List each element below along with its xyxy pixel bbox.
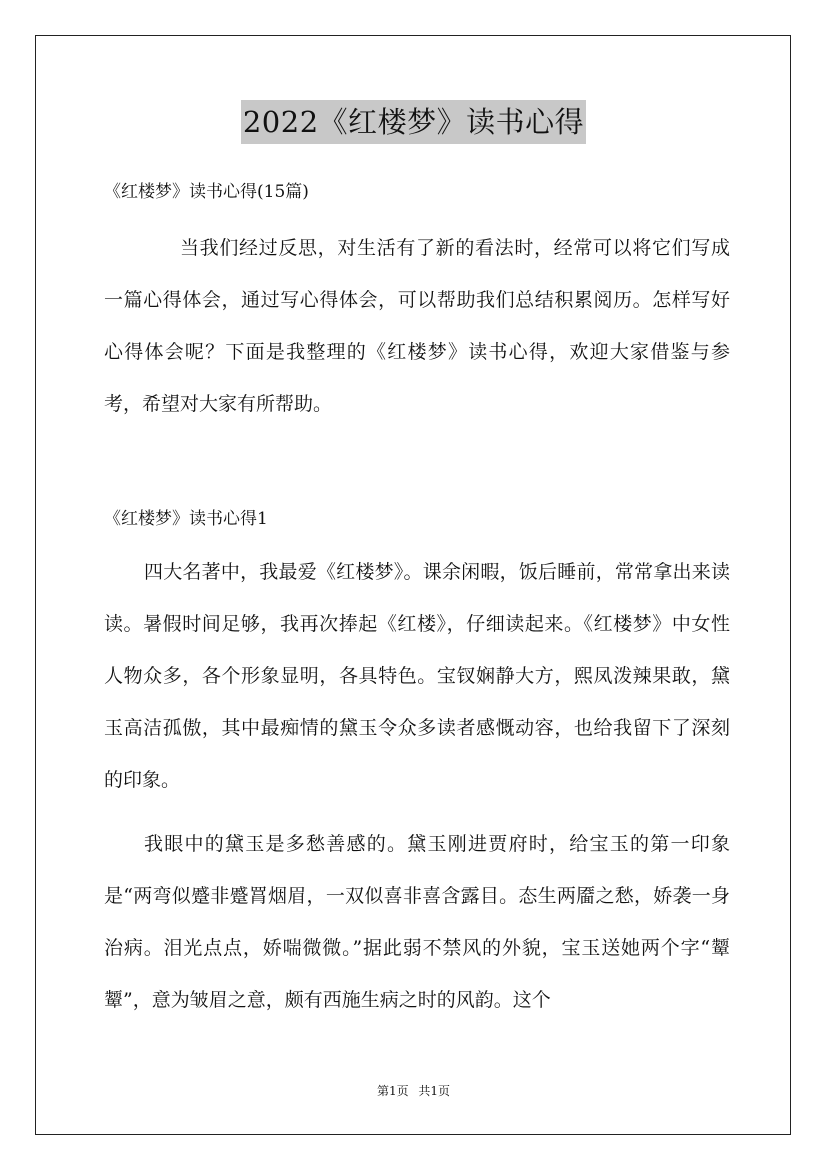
page-number: 第1页 — [376, 1084, 409, 1098]
document-subtitle: 《红楼梦》读书心得(15篇) — [104, 182, 309, 202]
title-container — [0, 100, 827, 144]
page-footer — [0, 1083, 827, 1099]
intro-paragraph: 当我们经过反思，对生活有了新的看法时，经常可以将它们写成一篇心得体会，通过写心得体会，可以帮助我们总结积累阅历。怎样写好心得体会呢？下面是我整理的《红楼梦》读书心得，欢迎大家借鉴与参考，希望对大家有所帮助。 — [104, 237, 730, 415]
section-heading: 《红楼梦》读书心得1 — [104, 509, 268, 529]
page-total: 共1页 — [418, 1084, 451, 1098]
body-paragraph-1: 四大名著中，我最爱《红楼梦》。课余闲暇，饭后睡前，常常拿出来读读。暑假时间足够，我再次捧起《红楼》，仔细读起来。《红楼梦》中女性人物众多，各个形象显明，各具特色。宝钗娴静大方，熙凤泼辣果敢，黛玉高洁孤傲，其中最痴情的黛玉令众多读者感慨动容，也给我留下了深刻的印象。 — [104, 561, 730, 791]
document-title: 2022《红楼梦》读书心得 — [241, 100, 586, 144]
body-paragraph-2: 我眼中的黛玉是多愁善感的。黛玉刚进贾府时，给宝玉的第一印象是“两弯似蹙非蹙罥烟眉，一双似喜非喜含露目。态生两靥之愁，娇袭一身治病。泪光点点，娇喘微微。”据此弱不禁风的外貌，宝玉送她两个字“颦颦”，意为皱眉之意，颇有西施生病之时的风韵。这个 — [104, 833, 730, 1011]
